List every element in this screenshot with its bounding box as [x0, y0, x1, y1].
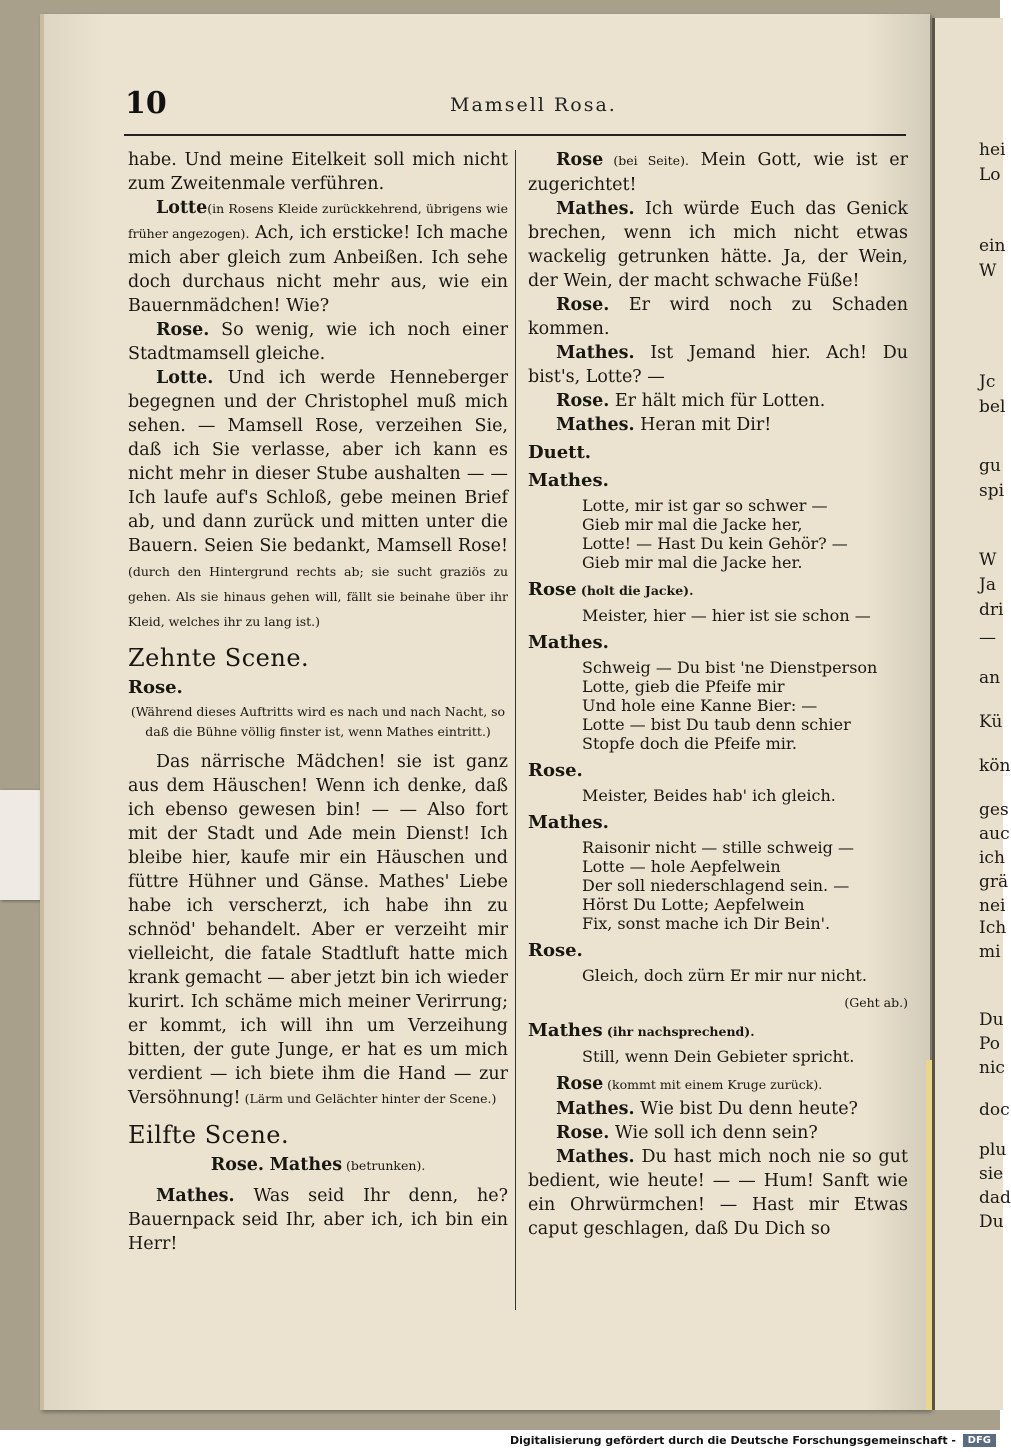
speaker-name: Mathes.: [556, 1099, 635, 1119]
next-page-fragment: ich: [979, 848, 1005, 868]
verse-line: Lotte, gieb die Pfeife mir: [582, 677, 785, 696]
next-page-fragment: spi: [979, 481, 1005, 501]
verse-line: Und hole eine Kanne Bier: —: [582, 696, 818, 715]
next-page-fragment: sie: [979, 1164, 1004, 1184]
speech: [528, 293, 908, 341]
speaker-name: Rose: [556, 1074, 604, 1094]
speech-text: Heran mit Dir!: [634, 415, 772, 435]
stage-direction: (kommt mit einem Kruge zurück).: [603, 1077, 823, 1092]
next-page-fragment: bel: [979, 397, 1006, 417]
speaker-name: Mathes.: [556, 1147, 635, 1167]
verse-line: Gieb mir mal die Jacke her.: [582, 553, 803, 572]
speech: [128, 318, 508, 366]
paragraph: [128, 750, 508, 1111]
next-page-fragment: nei: [979, 896, 1006, 916]
header-rule: [124, 134, 906, 136]
next-page-fragment: dri: [979, 600, 1004, 620]
speech-text: Wie bist Du denn heute?: [634, 1099, 858, 1119]
running-title: Mamsell Rosa.: [450, 94, 617, 116]
speaker-name: Lotte: [156, 198, 208, 218]
speech: [128, 196, 508, 318]
next-page-fragment: dad: [979, 1188, 1011, 1208]
verse-block: [528, 658, 908, 753]
speaker-name: Mathes.: [156, 1186, 235, 1206]
cast-list: [128, 1153, 508, 1178]
next-page-fragment: Lo: [979, 165, 1001, 185]
speech: [528, 341, 908, 389]
speaker-name: Mathes.: [556, 415, 635, 435]
speaker-name: Rose.: [156, 320, 210, 340]
next-page-fragment: doc: [979, 1100, 1010, 1120]
stage-direction: (Während dieses Auftritts wird es nach und nach Nacht, so daß die Bühne völlig finster ist, wenn Mathes eintritt.): [130, 704, 506, 739]
next-page-fragment: —: [979, 628, 996, 648]
character-heading: [528, 1019, 908, 1044]
next-page-fragment: W: [979, 261, 997, 281]
next-page-fragment: ges: [979, 800, 1009, 820]
character-heading: Mathes.: [528, 812, 609, 833]
page-number: 10: [125, 86, 167, 121]
speech-text: Mein Gott, wie ist er zugerichtet!: [528, 150, 908, 195]
left-column: [128, 148, 508, 1256]
footer-bar: [0, 1432, 1000, 1452]
verse-line: Fix, sonst mache ich Dir Bein'.: [582, 914, 831, 933]
speech: [128, 1184, 508, 1256]
cast-member: Rose.: [210, 1155, 264, 1175]
next-page-fragment: kön: [979, 756, 1011, 776]
verse-line: Gleich, doch zürn Er mir nur nicht.: [582, 966, 867, 985]
speech: [528, 1072, 908, 1097]
paragraph-text: habe. Und meine Eitelkeit soll mich nicht zum Zweitenmale verführen.: [128, 150, 508, 194]
character-heading: Mathes.: [528, 632, 609, 653]
column-divider: [515, 150, 516, 1310]
speech-text: Ich würde Euch das Genick brechen, wenn ich mich nicht etwas wackelig getrunken hätte. Ja, der Wein, der Wein, der macht schwache Füße!: [528, 199, 908, 291]
verse-block: [528, 966, 908, 985]
character-name: Mathes: [528, 1020, 603, 1041]
verse-line: Meister, hier — hier ist sie schon —: [582, 606, 871, 625]
funding-credit: Digitalisierung gefördert durch die Deutsche Forschungsgemeinschaft -: [509, 1434, 956, 1447]
verse-line: Raisonir nicht — stille schweig —: [582, 838, 854, 857]
stage-direction: (betrunken).: [342, 1158, 426, 1173]
speaker-name: Lotte.: [156, 368, 214, 388]
speaker-name: Rose.: [556, 1123, 610, 1143]
character-heading: Rose.: [528, 760, 583, 781]
next-page-fragment: mi: [979, 942, 1001, 962]
paragraph: [128, 148, 508, 196]
verse-line: Lotte, mir ist gar so schwer —: [582, 496, 828, 515]
next-page-fragment: Po: [979, 1034, 1000, 1054]
verse-line: Still, wenn Dein Gebieter spricht.: [582, 1047, 855, 1066]
stage-direction: (Lärm und Gelächter hinter der Scene.): [240, 1091, 497, 1106]
next-page-fragment: Kü: [979, 712, 1003, 732]
character-heading: Mathes.: [528, 470, 609, 491]
next-page-fragment: Ja: [979, 575, 996, 595]
scene-heading: Zehnte Scene.: [128, 644, 310, 672]
next-page-fragment: hei: [979, 140, 1006, 160]
paragraph-text: Das närrische Mädchen! sie ist ganz aus dem Häuschen! Wenn ich denke, daß ich ebenso gewesen bin! — — Also fort mit der Stadt und Ade mein Dienst! Ich bleibe hier, kaufe mir ein Häuschen und füttre Hühner und Gänse. Mathes' Liebe habe ich verscherzt, ich habe ihn zu schnöd' behandelt. Aber er verzeiht mir vielleicht, die fatale Stadtluft hatte mich krank gemacht — aber jetzt bin ich wieder kurirt. Ich schäme mich meiner Verirrung; er kommt, ich will ihn um Verzeihung bitten, der gute Junge, er hat es um mich verdient — ich biete ihm die Hand — zur Versöhnung!: [128, 752, 508, 1108]
character-name: Rose: [528, 579, 577, 600]
speech-text: Ach, ich ersticke! Ich mache mich aber gleich zum Anbeißen. Ich sehe doch durchaus nicht mehr aus, wie ein Bauernmädchen! Wie?: [128, 223, 508, 316]
next-page-edge: [932, 18, 1011, 1410]
speech: [528, 413, 908, 437]
verse-block: [528, 606, 908, 625]
verse-line: Schweig — Du bist 'ne Dienstperson: [582, 658, 878, 677]
cast-member: Mathes: [269, 1155, 343, 1175]
next-page-fragment: ein: [979, 236, 1006, 256]
stage-direction: (in Rosens Kleide zurückkehrend, übrigens wie früher angezogen).: [128, 201, 508, 241]
speech-text: Wie soll ich denn sein?: [609, 1123, 818, 1143]
next-page-fragment: grä: [979, 872, 1009, 892]
stage-direction: (durch den Hintergrund rechts ab; sie sucht graziös zu gehen. Als sie hinaus gehen will, fällt sie beinahe über ihr Kleid, welches ihr zu lang ist.): [128, 564, 508, 629]
speech: [128, 366, 508, 634]
character-heading: Rose.: [128, 677, 183, 698]
stage-direction: (holt die Jacke).: [576, 583, 694, 598]
next-page-fragment: Du: [979, 1010, 1004, 1030]
next-page-fragment: an: [979, 668, 1001, 688]
next-page-fragment: plu: [979, 1140, 1007, 1160]
stage-direction: (Geht ab.): [844, 995, 908, 1010]
speech-text: Er wird noch zu Schaden kommen.: [528, 295, 908, 339]
verse-line: Lotte — bist Du taub denn schier: [582, 715, 851, 734]
speaker-name: Rose.: [556, 295, 610, 315]
next-page-fragment: Du: [979, 1212, 1004, 1232]
speech: [528, 148, 908, 197]
speaker-name: Rose: [556, 150, 604, 170]
verse-block: [528, 786, 908, 805]
verse-line: Lotte! — Hast Du kein Gehör? —: [582, 534, 848, 553]
verse-line: Hörst Du Lotte; Aepfelwein: [582, 895, 805, 914]
next-page-fragment: nic: [979, 1058, 1005, 1078]
speech: [528, 1145, 908, 1241]
right-column: [528, 148, 908, 1241]
character-heading: [528, 578, 908, 603]
scene-heading: Eilfte Scene.: [128, 1121, 290, 1149]
next-page-fragment: W: [979, 550, 997, 570]
verse-block: [528, 838, 908, 933]
verse-line: Lotte — hole Aepfelwein: [582, 857, 781, 876]
speech: [528, 1121, 908, 1145]
next-page-fragment: Ich: [979, 918, 1007, 938]
stage-direction: (ihr nachsprechend).: [602, 1024, 755, 1039]
dfg-logo: DFG: [963, 1434, 996, 1447]
speech: [528, 389, 908, 413]
character-heading: Rose.: [528, 940, 583, 961]
speech: [528, 1097, 908, 1121]
verse-line: Stopfe doch die Pfeife mir.: [582, 734, 797, 753]
next-page-fragment: Jc: [979, 372, 996, 392]
next-page-fragment: gu: [979, 456, 1001, 476]
speech-text: Und ich werde Henneberger begegnen und der Christophel muß mich sehen. — Mamsell Rose, verzeihen Sie, daß ich Sie verlasse, aber ich kann es nicht mehr in dieser Stube aushalten — — Ich laufe auf's Schloß, gebe meinen Brief ab, und dann zurück und mitten unter die Bauern. Seien Sie bedankt, Mamsell Rose!: [128, 368, 508, 556]
stage-direction: (bei Seite).: [603, 153, 689, 168]
speaker-name: Rose.: [556, 391, 610, 411]
next-page-fragment: auc: [979, 824, 1010, 844]
speaker-name: Mathes.: [556, 199, 635, 219]
character-heading: Duett.: [528, 442, 592, 463]
verse-line: Meister, Beides hab' ich gleich.: [582, 786, 836, 805]
verse-block: [528, 1047, 908, 1066]
speech-text: Ist Jemand hier. Ach! Du bist's, Lotte? —: [528, 343, 908, 387]
speech-text: Du hast mich noch nie so gut bedient, wie heute! — — Hum! Sanft wie ein Ohrwürmchen! — Hast mir Etwas caput geschlagen, daß Du Dich so: [528, 1147, 908, 1239]
verse-line: Gieb mir mal die Jacke her,: [582, 515, 803, 534]
speech-text: Was seid Ihr denn, he? Bauernpack seid Ihr, aber ich, ich bin ein Herr!: [128, 1186, 508, 1254]
verse-line: Der soll niederschlagend sein. —: [582, 876, 850, 895]
speaker-name: Mathes.: [556, 343, 635, 363]
speech-text: So wenig, wie ich noch einer Stadtmamsell gleiche.: [128, 320, 508, 364]
speech-text: Er hält mich für Lotten.: [609, 391, 826, 411]
verse-block: [528, 496, 908, 572]
speech: [528, 197, 908, 293]
